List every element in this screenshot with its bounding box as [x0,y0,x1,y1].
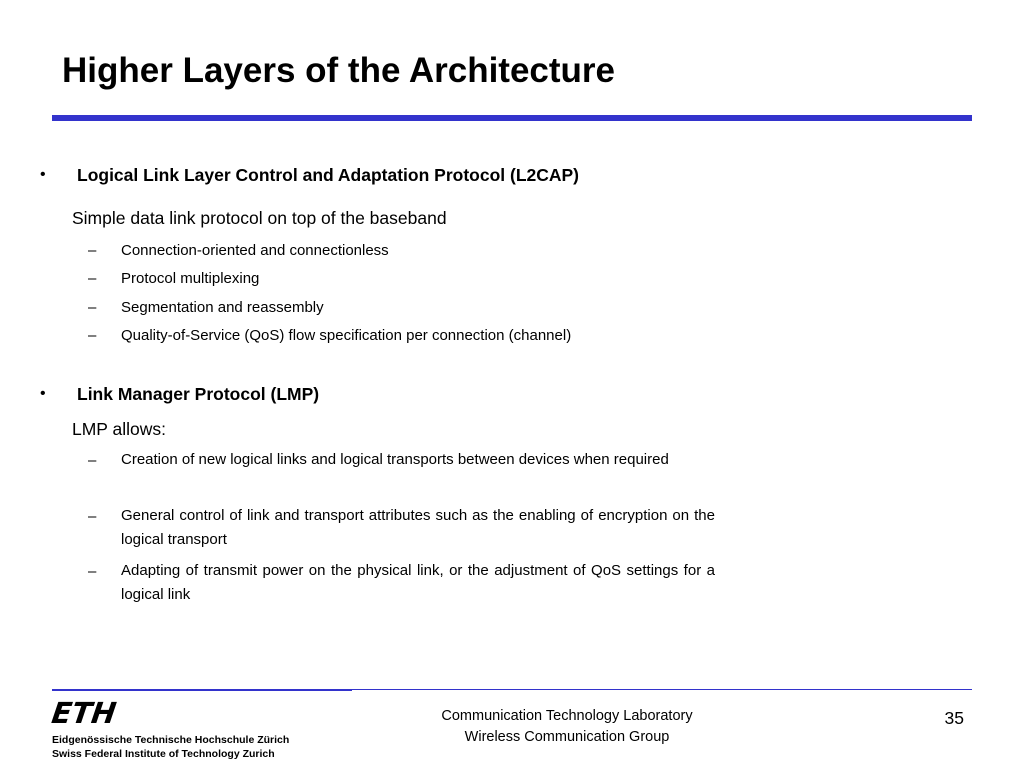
dash-icon: – [88,563,97,580]
list-item: Segmentation and reassembly [121,299,324,316]
slide-title: Higher Layers of the Architecture [62,51,616,90]
dash-icon: – [88,299,97,316]
eth-logo-line-english: Swiss Federal Institute of Technology Zurich [52,748,275,760]
dash-icon: – [88,242,97,259]
section-intro-lmp: LMP allows: [72,419,167,439]
footer-affiliation [417,706,717,748]
section-intro-l2cap: Simple data link protocol on top of the baseband [72,208,447,228]
list-item: Protocol multiplexing [121,270,260,287]
footer-lab: Communication Technology Laboratory [441,708,693,724]
section-heading-l2cap: Logical Link Layer Control and Adaptation Protocol (L2CAP) [77,165,580,185]
page-number: 35 [944,708,964,728]
list-item: Quality-of-Service (QoS) flow specification per connection (channel) [121,327,572,344]
list-item: General control of link and transport attributes such as the enabling of encryption on the logical transport [121,507,715,548]
title-divider [52,115,972,121]
eth-logo-line-german: Eidgenössische Technische Hochschule Zürich [52,734,290,746]
list-item: Creation of new logical links and logical transports between devices when required [121,451,669,468]
list-item: Adapting of transmit power on the physical link, or the adjustment of QoS settings for a logical link [121,562,715,603]
dash-icon: – [88,327,97,344]
dash-icon: – [88,452,97,469]
eth-logo [49,696,290,761]
bullet-icon: • [40,385,46,402]
section-heading-lmp: Link Manager Protocol (LMP) [77,384,320,404]
bullet-icon: • [40,166,46,183]
footer-divider-accent [52,689,352,691]
list-item: Connection-oriented and connectionless [121,242,389,259]
dash-icon: – [88,508,97,525]
footer-group: Wireless Communication Group [464,729,670,745]
dash-icon: – [88,270,97,287]
eth-logo-mark: ETH [49,696,119,730]
